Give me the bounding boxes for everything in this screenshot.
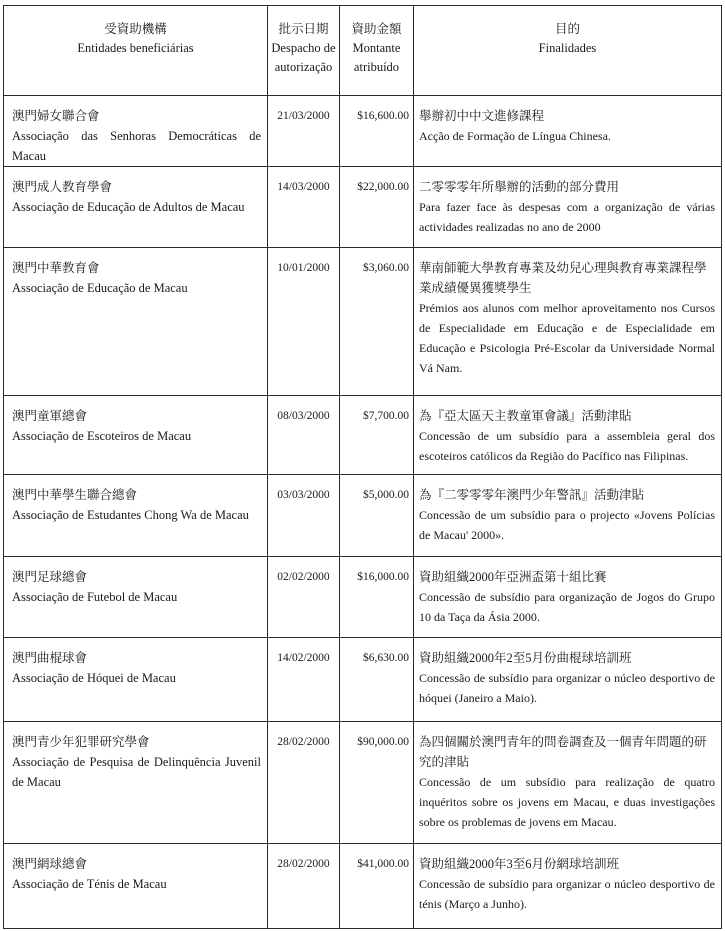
entity-pt: Associação de Educação de Adultos de Macau [12,200,245,214]
purpose-zh: 二零零零年所舉辦的活動的部分費用 [419,180,620,194]
purpose-pt: Concessão de subsídio para organizar o núcleo desportivo de hóquei (Janeiro a Maio). [419,671,715,705]
purpose-zh: 資助組織2000年3至6月份網球培訓班 [419,857,620,871]
purpose-cell [414,396,722,475]
header-entities-zh: 受資助機構 [104,22,167,36]
amount-cell: $41,000.00 [340,844,414,929]
entity-pt: Associação de Futebol de Macau [12,590,178,604]
date-cell: 21/03/2000 [268,96,340,167]
table-row [4,475,722,557]
header-amount-pt1: Montante [352,41,401,55]
amount-cell: $7,700.00 [340,396,414,475]
amount-cell: $3,060.00 [340,248,414,396]
purpose-cell [414,844,722,929]
purpose-cell [414,475,722,557]
header-date-pt1: Despacho de [271,41,336,55]
date-cell: 10/01/2000 [268,248,340,396]
entity-pt: Associação de Pesquisa de Delinquência Juvenil de Macau [12,755,261,789]
purpose-cell [414,638,722,722]
purpose-zh: 資助組織2000年2至5月份曲棍球培訓班 [419,651,632,665]
entity-cell [4,638,268,722]
amount-cell: $6,630.00 [340,638,414,722]
purpose-cell [414,167,722,248]
purpose-cell [414,96,722,167]
amount-cell: $16,000.00 [340,557,414,638]
entity-pt: Associação de Ténis de Macau [12,877,167,891]
header-purpose-pt: Finalidades [538,41,597,55]
entity-zh: 澳門青少年犯罪研究學會 [12,735,150,749]
entity-zh: 澳門足球總會 [12,570,88,584]
table-row [4,248,722,396]
purpose-zh: 舉辦初中中文進修課程 [419,109,545,123]
purpose-zh: 華南師範大學教育專業及幼兒心理與教育專業課程學業成績優異獲獎學生 [419,261,707,295]
table-row [4,722,722,844]
entity-cell [4,722,268,844]
entity-pt: Associação de Hóquei de Macau [12,671,176,685]
header-row [4,6,722,96]
header-amount-pt2: atribuído [353,60,400,74]
entity-pt: Associação de Escoteiros de Macau [12,429,192,443]
purpose-pt: Concessão de subsídio para organização de Jogos do Grupo 10 da Taça da Ásia 2000. [419,590,715,624]
amount-cell: $22,000.00 [340,167,414,248]
purpose-zh: 資助組織2000年亞洲盃第十組比賽 [419,570,607,584]
purpose-pt: Concessão de subsídio para organizar o núcleo desportivo de ténis (Março a Junho). [419,877,715,911]
purpose-cell [414,557,722,638]
amount-cell: $16,600.00 [340,96,414,167]
purpose-zh: 為『二零零零年澳門少年警訊』活動津貼 [419,488,645,502]
purpose-cell [414,722,722,844]
date-cell: 28/02/2000 [268,722,340,844]
entity-zh: 澳門婦女聯合會 [12,109,100,123]
purpose-pt: Concessão de um subsídio para realização de quatro inquéritos sobre os jovens em Macau, e duas investigações sobre os problemas de jovens em Macau. [419,775,715,829]
table-row [4,167,722,248]
header-purpose [414,6,722,96]
purpose-zh: 為『亞太區天主教童軍會議』活動津貼 [419,409,632,423]
purpose-pt: Prémios aos alunos com melhor aproveitamento nos Cursos de Especialidade em Educação e de Especialidade em Educação e Psicologia Pré-Escolar da Universidade Normal Vá Nam. [419,301,715,375]
entity-zh: 澳門中華學生聯合總會 [12,488,138,502]
entity-zh: 澳門成人教育學會 [12,180,113,194]
entity-cell [4,396,268,475]
date-cell: 28/02/2000 [268,844,340,929]
date-cell: 14/02/2000 [268,638,340,722]
entity-cell [4,557,268,638]
entity-cell [4,96,268,167]
header-amount-zh: 資助金額 [351,22,402,36]
date-cell: 02/02/2000 [268,557,340,638]
entity-cell [4,475,268,557]
entity-cell [4,844,268,929]
header-date-zh: 批示日期 [278,22,329,36]
purpose-pt: Para fazer face às despesas com a organização de várias actividades realizadas no ano de 2000 [419,200,715,234]
entity-zh: 澳門童軍總會 [12,409,88,423]
date-cell: 08/03/2000 [268,396,340,475]
purpose-pt: Concessão de um subsídio para a assembleia geral dos escoteiros católicos da Região do Pacífico nas Filipinas. [419,429,715,463]
entity-cell [4,167,268,248]
table-row [4,396,722,475]
entity-zh: 澳門中華教育會 [12,261,100,275]
entity-pt: Associação de Estudantes Chong Wa de Macau [12,508,249,522]
table-row [4,96,722,167]
amount-cell: $90,000.00 [340,722,414,844]
entity-cell [4,248,268,396]
header-date [268,6,340,96]
date-cell: 03/03/2000 [268,475,340,557]
header-date-pt2: autorização [274,60,333,74]
entity-pt: Associação de Educação de Macau [12,281,188,295]
grants-table [3,5,722,929]
purpose-zh: 為四個關於澳門青年的問卷調查及一個青年問題的研究的津貼 [419,735,707,769]
purpose-pt: Acção de Formação de Língua Chinesa. [419,129,611,143]
date-cell: 14/03/2000 [268,167,340,248]
header-entities-pt: Entidades beneficiárias [77,41,194,55]
header-entities [4,6,268,96]
purpose-cell [414,248,722,396]
table-row [4,844,722,929]
table-row [4,638,722,722]
table-row [4,557,722,638]
amount-cell: $5,000.00 [340,475,414,557]
header-amount [340,6,414,96]
entity-zh: 澳門曲棍球會 [12,651,88,665]
entity-zh: 澳門網球總會 [12,857,88,871]
entity-pt: Associação das Senhoras Democráticas de Macau [12,129,261,163]
header-purpose-zh: 目的 [554,22,580,36]
purpose-pt: Concessão de um subsídio para o projecto «Jovens Polícias de Macau' 2000». [419,508,715,542]
